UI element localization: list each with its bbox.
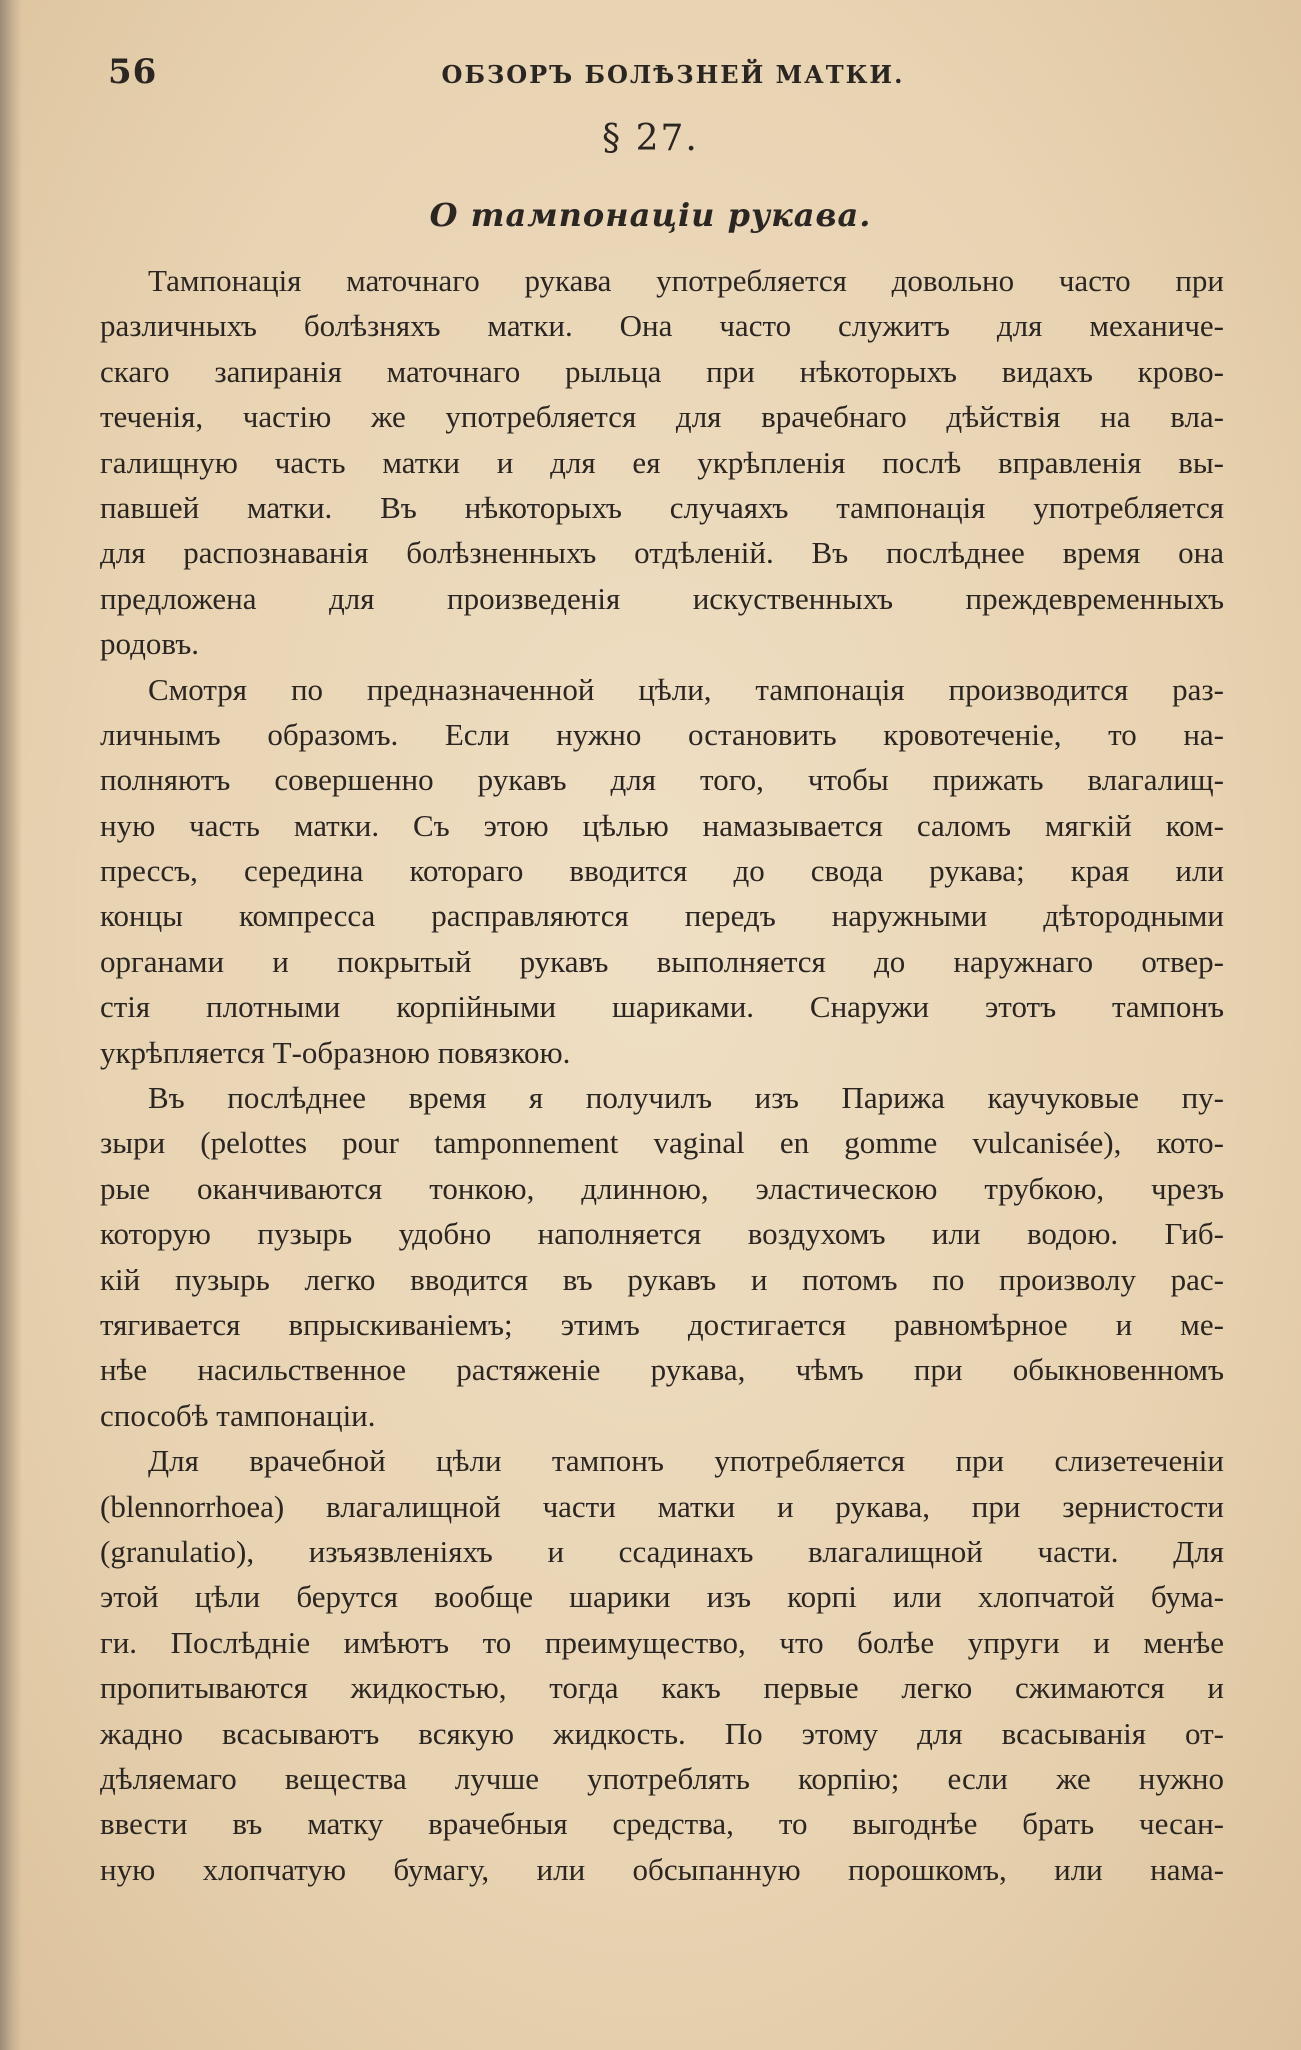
- running-head: ОБЗОРЪ БОЛѢЗНЕЙ МАТКИ.: [441, 60, 905, 89]
- text-line: ги. Послѣдніе имѣютъ то преимущество, что болѣе упруги и менѣе: [100, 1624, 1224, 1660]
- text-line: укрѣпляется Т-образною повязкою.: [100, 1034, 571, 1070]
- text-line: ную часть матки. Съ этою цѣлью намазывается саломъ мягкій ком-: [100, 807, 1224, 843]
- page-gutter-shadow: [0, 0, 22, 2050]
- text-line: которую пузырь удобно наполняется воздухомъ или водою. Гиб-: [100, 1216, 1224, 1252]
- page-header: [108, 52, 1238, 96]
- text-line: галищную часть матки и для ея укрѣпленія послѣ вправленія вы-: [100, 444, 1224, 480]
- text-line: этой цѣли берутся вообще шарики изъ корпі или хлопчатой бума-: [100, 1579, 1224, 1615]
- text-line: ввести въ матку врачебныя средства, то выгоднѣе брать чесан-: [100, 1806, 1224, 1842]
- text-line: способѣ тампонаціи.: [100, 1397, 376, 1433]
- text-line: стія плотными корпійными шариками. Снаружи этотъ тампонъ: [100, 989, 1224, 1025]
- text-line: тягивается впрыскиваніемъ; этимъ достигается равномѣрное и ме-: [100, 1306, 1224, 1342]
- text-line: различныхъ болѣзняхъ матки. Она часто служитъ для механиче-: [100, 308, 1224, 344]
- text-line: (blennorrhoea) влагалищной части матки и рукава, при зернистости: [100, 1488, 1224, 1524]
- page-number: 56: [108, 52, 158, 92]
- text-line: павшей матки. Въ нѣкоторыхъ случаяхъ тампонація употребляется: [100, 489, 1224, 525]
- text-line: нѣе насильственное растяженіе рукава, чѣмъ при обыкновенномъ: [100, 1352, 1224, 1388]
- text-line: личнымъ образомъ. Если нужно остановить кровотеченіе, то на-: [100, 716, 1224, 752]
- text-line: жадно всасываютъ всякую жидкость. По этому для всасыванія от-: [100, 1715, 1224, 1751]
- section-title: О тампонаціи рукава.: [429, 196, 872, 234]
- text-line: (granulatio), изъязвленіяхъ и ссадинахъ влагалищной части. Для: [100, 1533, 1224, 1569]
- text-line: для распознаванія болѣзненныхъ отдѣленій. Въ послѣднее время она: [100, 535, 1224, 571]
- text-line: кій пузырь легко вводится въ рукавъ и потомъ по произволу рас-: [100, 1261, 1224, 1297]
- text-line: дѣляемаго вещества лучше употреблять корпію; если же нужно: [100, 1760, 1224, 1796]
- text-line: Для врачебной цѣли тампонъ употребляется при слизетеченіи: [148, 1443, 1224, 1479]
- text-line: Тампонація маточнаго рукава употребляется довольно часто при: [148, 263, 1224, 298]
- text-line: родовъ.: [100, 626, 200, 662]
- text-line: рые оканчиваются тонкою, длинною, эластическою трубкою, чрезъ: [100, 1170, 1224, 1206]
- text-line: Въ послѣднее время я получилъ изъ Парижа каучуковые пу-: [148, 1080, 1224, 1116]
- text-line: зыри (pelottes pour tamponnement vaginal en gomme vulcanisée), кото-: [100, 1125, 1224, 1161]
- text-line: предложена для произведенія искуственныхъ преждевременныхъ: [100, 580, 1224, 616]
- section-number: § 27.: [602, 118, 699, 159]
- text-line: пропитываются жидкостью, тогда какъ первые легко сжимаются и: [100, 1670, 1224, 1706]
- text-line: скаго запиранія маточнаго рыльца при нѣкоторыхъ видахъ крово-: [100, 353, 1224, 389]
- text-line: органами и покрытый рукавъ выполняется до наружнаго отвер-: [100, 943, 1224, 979]
- text-line: концы компресса расправляются передъ наружными дѣтородными: [100, 898, 1224, 934]
- text-line: прессъ, середина котораго вводится до свода рукава; края или: [100, 853, 1224, 889]
- text-line: Смотря по предназначенной цѣли, тампонація производится раз-: [148, 671, 1224, 707]
- body-text: [100, 258, 1224, 1892]
- text-line: ную хлопчатую бумагу, или обсыпанную порошкомъ, или нама-: [100, 1851, 1224, 1887]
- text-line: полняютъ совершенно рукавъ для того, чтобы прижать влагалищ-: [100, 762, 1224, 798]
- text-line: теченія, частію же употребляется для врачебнаго дѣйствія на вла-: [100, 399, 1224, 435]
